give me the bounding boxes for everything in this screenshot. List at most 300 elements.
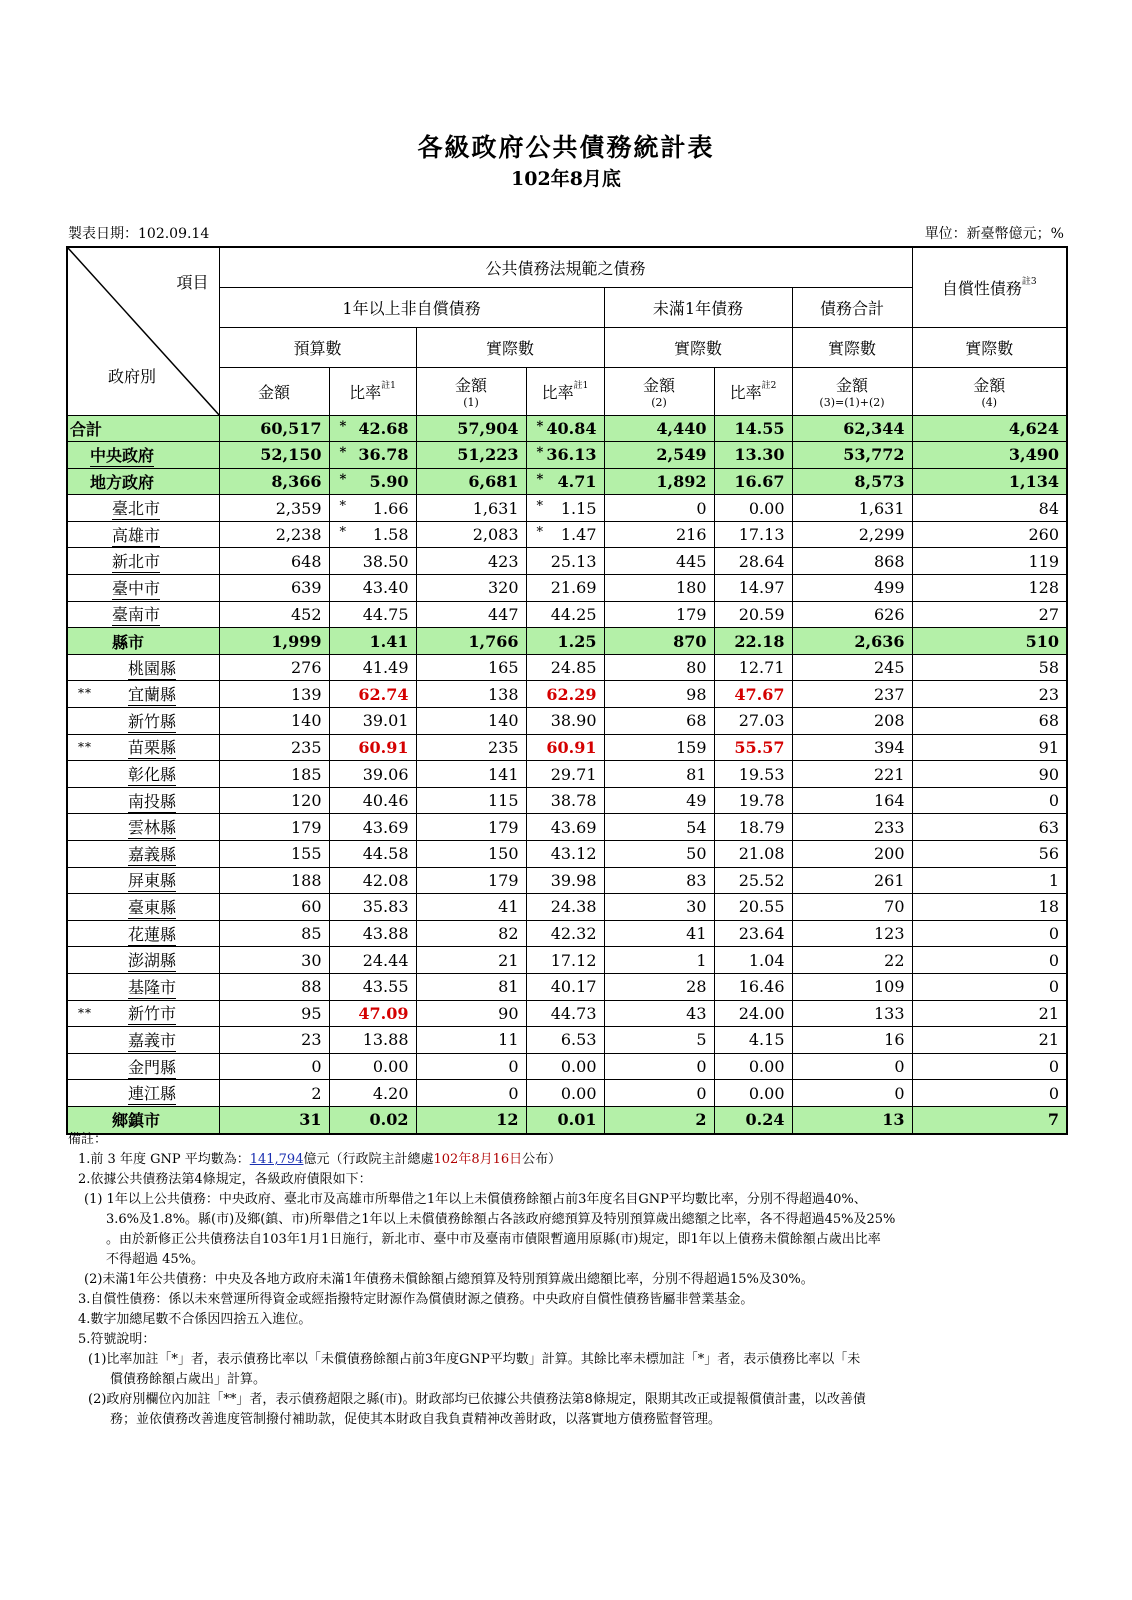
actual-ratio <box>526 973 604 1000</box>
actual-amount <box>416 1027 526 1054</box>
actual-amount-value: 0 <box>508 1083 519 1103</box>
budget-amount-value: 155 <box>290 844 322 864</box>
self-liq-amount <box>912 442 1067 469</box>
gnp-ratio-star: * <box>339 418 347 434</box>
gov-name-text: 南投縣 <box>128 789 176 813</box>
actual-ratio-value: 4.71 <box>557 471 597 491</box>
short-amount <box>604 1053 714 1080</box>
row-gov-name <box>67 1080 219 1107</box>
short-ratio-value: 20.55 <box>738 897 785 917</box>
actual-ratio <box>526 681 604 708</box>
table-row <box>67 575 1067 602</box>
actual-amount <box>416 947 526 974</box>
budget-ratio <box>329 521 416 548</box>
short-amount-value: 5 <box>696 1030 707 1050</box>
budget-ratio <box>329 654 416 681</box>
budget-amount-value: 648 <box>290 551 322 571</box>
self-liq-amount <box>912 894 1067 921</box>
gov-name-text: 臺東縣 <box>128 895 176 919</box>
total-amount <box>792 415 912 442</box>
gov-name-text: 連江縣 <box>128 1081 176 1105</box>
actual-amount-value: 41 <box>498 897 519 917</box>
actual-amount-value: 12 <box>496 1110 519 1130</box>
budget-ratio-value: 43.55 <box>362 977 409 997</box>
short-ratio <box>714 575 792 602</box>
short-ratio <box>714 1080 792 1107</box>
self-liq-amount-value: 4,624 <box>1008 418 1060 438</box>
budget-ratio-value: 38.50 <box>362 551 409 571</box>
self-liq-amount <box>912 1053 1067 1080</box>
table-row <box>67 814 1067 841</box>
budget-ratio-value: 62.74 <box>358 684 409 704</box>
short-amount <box>604 681 714 708</box>
budget-amount-value: 2 <box>311 1083 322 1103</box>
actual-amount-value: 320 <box>487 578 519 598</box>
actual-amount <box>416 708 526 735</box>
short-ratio-value: 14.55 <box>734 418 785 438</box>
row-gov-name <box>67 442 219 469</box>
self-liq-amount <box>912 708 1067 735</box>
short-amount <box>604 841 714 868</box>
actual-amount-value: 150 <box>487 844 519 864</box>
short-amount-value: 28 <box>686 977 707 997</box>
budget-ratio <box>329 920 416 947</box>
total-amount <box>792 521 912 548</box>
actual-amount <box>416 654 526 681</box>
actual-amount-value: 165 <box>487 658 519 678</box>
budget-ratio-value: 35.83 <box>362 897 409 917</box>
note-1: 1.前 3 年度 GNP 平均數為：141,794億元（行政院主計總處102年8月16日公布） <box>78 1152 562 1167</box>
self-liq-amount <box>912 1000 1067 1027</box>
short-amount <box>604 548 714 575</box>
note-5-2b: 務；並依債務改善進度管制撥付補助款，促使其本財政自我負責精神改善財政，以落實地方債務監督管理。 <box>110 1412 722 1427</box>
budget-ratio <box>329 841 416 868</box>
budget-amount-value: 140 <box>290 711 322 731</box>
total-amount <box>792 1000 912 1027</box>
self-liq-amount <box>912 841 1067 868</box>
header-public-debt: 公共債務法規範之債務 <box>219 247 912 287</box>
short-amount <box>604 708 714 735</box>
gov-name-text: 屏東縣 <box>128 868 176 892</box>
self-liq-amount-value: 128 <box>1028 578 1060 598</box>
total-amount-value: 221 <box>873 764 905 784</box>
self-liq-amount <box>912 734 1067 761</box>
table-row <box>67 761 1067 788</box>
short-ratio-value: 0.24 <box>745 1110 785 1130</box>
self-liq-amount-value: 84 <box>1038 498 1060 518</box>
total-amount <box>792 920 912 947</box>
header-ratio-budget: 比率$^{註1}$ <box>329 367 416 415</box>
self-liq-amount-value: 0 <box>1048 1057 1060 1077</box>
gov-name-text: 臺南市 <box>112 602 160 626</box>
actual-amount <box>416 761 526 788</box>
self-liq-amount <box>912 575 1067 602</box>
total-amount-value: 123 <box>873 924 905 944</box>
budget-amount <box>219 787 329 814</box>
short-ratio-value: 19.78 <box>738 791 785 811</box>
short-amount <box>604 468 714 495</box>
total-amount-value: 164 <box>873 791 905 811</box>
short-amount-value: 80 <box>686 658 707 678</box>
actual-amount-value: 138 <box>487 684 519 704</box>
actual-ratio-value: 38.90 <box>550 711 597 731</box>
actual-amount <box>416 1053 526 1080</box>
budget-ratio-value: 43.88 <box>362 924 409 944</box>
self-liq-amount <box>912 947 1067 974</box>
short-amount <box>604 628 714 655</box>
note-2-1c: 。由於新修正公共債務法自103年1月1日施行，新北市、臺中市及臺南市債限暫適用原縣(市)規定，即1年以上債務未償餘額占歲出比率 <box>106 1232 881 1247</box>
row-gov-name <box>67 654 219 681</box>
short-ratio <box>714 628 792 655</box>
actual-amount-value: 51,223 <box>457 445 519 465</box>
gov-name-text: 桃園縣 <box>128 656 176 680</box>
header-amount-total: 金額 (3)=(1)+(2) <box>792 367 912 415</box>
actual-ratio-value: 1.47 <box>560 525 597 545</box>
table-row <box>67 495 1067 522</box>
header-item-label: 項目 <box>176 273 209 292</box>
actual-ratio-value: 38.78 <box>550 791 597 811</box>
budget-amount-value: 60,517 <box>260 418 322 438</box>
total-amount <box>792 867 912 894</box>
budget-amount <box>219 841 329 868</box>
short-amount-value: 870 <box>673 631 707 651</box>
budget-amount-value: 60 <box>301 897 322 917</box>
total-amount-value: 16 <box>884 1030 905 1050</box>
short-ratio <box>714 894 792 921</box>
short-ratio <box>714 681 792 708</box>
budget-ratio <box>329 947 416 974</box>
self-liq-amount <box>912 1080 1067 1107</box>
actual-ratio <box>526 814 604 841</box>
total-amount <box>792 1080 912 1107</box>
budget-ratio-value: 43.69 <box>362 817 409 837</box>
short-ratio <box>714 708 792 735</box>
short-amount <box>604 894 714 921</box>
actual-amount-value: 115 <box>487 791 519 811</box>
row-gov-name <box>67 894 219 921</box>
short-amount-value: 83 <box>686 870 707 890</box>
actual-ratio <box>526 628 604 655</box>
budget-amount-value: 88 <box>301 977 322 997</box>
short-amount <box>604 734 714 761</box>
total-amount-value: 0 <box>894 1057 905 1077</box>
budget-amount-value: 30 <box>301 950 322 970</box>
table-row <box>67 628 1067 655</box>
header-corner <box>67 247 219 415</box>
total-amount <box>792 708 912 735</box>
short-ratio <box>714 548 792 575</box>
header-ratio-short: 比率$^{註2}$ <box>714 367 792 415</box>
table-row <box>67 415 1067 442</box>
budget-ratio <box>329 708 416 735</box>
budget-amount-value: 95 <box>301 1003 322 1023</box>
budget-amount <box>219 973 329 1000</box>
table-row <box>67 601 1067 628</box>
actual-ratio <box>526 442 604 469</box>
short-ratio <box>714 841 792 868</box>
short-ratio <box>714 601 792 628</box>
budget-amount-value: 235 <box>290 737 322 757</box>
budget-ratio-value: 60.91 <box>358 737 409 757</box>
self-liq-amount <box>912 415 1067 442</box>
self-liq-amount-value: 68 <box>1038 711 1060 731</box>
row-gov-name <box>67 521 219 548</box>
short-amount-value: 1 <box>696 950 707 970</box>
actual-ratio-value: 36.13 <box>546 445 597 465</box>
actual-ratio-value: 29.71 <box>550 764 597 784</box>
table-row <box>67 442 1067 469</box>
budget-amount-value: 52,150 <box>260 445 322 465</box>
self-liq-amount-value: 0 <box>1048 977 1060 997</box>
row-gov-name <box>67 841 219 868</box>
gov-name-text: 嘉義市 <box>128 1028 176 1052</box>
budget-amount-value: 0 <box>311 1057 322 1077</box>
gov-name-text: 縣市 <box>112 632 145 652</box>
short-ratio <box>714 654 792 681</box>
actual-amount <box>416 495 526 522</box>
total-amount-value: 245 <box>873 658 905 678</box>
gov-name-text: 臺中市 <box>112 576 160 600</box>
table-header <box>67 247 1067 415</box>
budget-amount <box>219 761 329 788</box>
actual-amount-value: 57,904 <box>457 418 519 438</box>
actual-ratio-value: 25.13 <box>550 551 597 571</box>
short-ratio-value: 18.79 <box>738 817 785 837</box>
notes-heading: 備註： <box>68 1132 108 1147</box>
actual-amount-value: 423 <box>487 551 519 571</box>
row-gov-name <box>67 920 219 947</box>
short-ratio <box>714 973 792 1000</box>
short-amount-value: 2 <box>695 1110 707 1130</box>
short-ratio-value: 17.13 <box>738 525 785 545</box>
actual-amount <box>416 814 526 841</box>
total-amount <box>792 548 912 575</box>
short-amount <box>604 442 714 469</box>
table-row <box>67 521 1067 548</box>
short-ratio-value: 1.04 <box>748 950 785 970</box>
actual-ratio <box>526 521 604 548</box>
budget-amount <box>219 867 329 894</box>
actual-ratio <box>526 894 604 921</box>
actual-amount <box>416 681 526 708</box>
actual-amount <box>416 601 526 628</box>
table-row <box>67 947 1067 974</box>
table-row <box>67 468 1067 495</box>
short-ratio-value: 0.00 <box>748 1057 785 1077</box>
row-gov-name <box>67 867 219 894</box>
short-ratio <box>714 442 792 469</box>
budget-ratio-value: 44.58 <box>362 844 409 864</box>
budget-amount-value: 276 <box>290 658 322 678</box>
actual-ratio-value: 62.29 <box>546 684 597 704</box>
table-row <box>67 734 1067 761</box>
budget-ratio <box>329 867 416 894</box>
short-ratio-value: 14.97 <box>738 578 785 598</box>
short-ratio <box>714 521 792 548</box>
self-liq-amount-value: 21 <box>1038 1003 1060 1023</box>
table-row <box>67 841 1067 868</box>
budget-amount-value: 179 <box>290 817 322 837</box>
actual-amount <box>416 415 526 442</box>
budget-amount-value: 31 <box>299 1110 322 1130</box>
actual-amount <box>416 521 526 548</box>
self-liq-amount <box>912 654 1067 681</box>
actual-ratio-value: 17.12 <box>550 950 597 970</box>
short-amount <box>604 973 714 1000</box>
budget-amount <box>219 1053 329 1080</box>
header-amount-budget: 金額 <box>219 367 329 415</box>
table-row <box>67 973 1067 1000</box>
actual-ratio <box>526 1080 604 1107</box>
table-row <box>67 1080 1067 1107</box>
self-liq-amount <box>912 628 1067 655</box>
header-actual-4: 實際數 <box>912 327 1067 367</box>
self-liq-amount <box>912 548 1067 575</box>
short-amount <box>604 521 714 548</box>
row-gov-name <box>67 761 219 788</box>
short-amount <box>604 1000 714 1027</box>
total-amount <box>792 734 912 761</box>
self-liq-amount-value: 27 <box>1038 604 1060 624</box>
actual-amount <box>416 894 526 921</box>
header-actual-2: 實際數 <box>604 327 792 367</box>
budget-amount <box>219 1080 329 1107</box>
actual-amount-value: 141 <box>487 764 519 784</box>
short-amount <box>604 601 714 628</box>
actual-ratio-value: 24.38 <box>550 897 597 917</box>
short-amount-value: 43 <box>686 1003 707 1023</box>
self-liq-amount-value: 260 <box>1028 525 1060 545</box>
actual-ratio <box>526 920 604 947</box>
table-row <box>67 920 1067 947</box>
budget-amount-value: 85 <box>301 924 322 944</box>
over-limit-flag: ** <box>78 686 92 701</box>
gov-name-text: 雲林縣 <box>128 815 176 839</box>
note-2-1d: 不得超過 45%。 <box>106 1252 205 1267</box>
budget-amount <box>219 1000 329 1027</box>
budget-amount <box>219 495 329 522</box>
budget-amount-value: 1,999 <box>271 631 322 651</box>
budget-amount <box>219 814 329 841</box>
self-liq-amount-value: 0 <box>1048 950 1060 970</box>
short-ratio-value: 4.15 <box>748 1030 785 1050</box>
gnp-ratio-star: * <box>536 525 543 541</box>
gov-name-text: 高雄市 <box>112 523 160 547</box>
total-amount-value: 868 <box>873 551 905 571</box>
table-row <box>67 787 1067 814</box>
actual-amount-value: 1,631 <box>472 498 519 518</box>
table-row <box>67 548 1067 575</box>
short-ratio-value: 47.67 <box>734 684 785 704</box>
budget-ratio <box>329 628 416 655</box>
short-ratio-value: 27.03 <box>738 711 785 731</box>
actual-ratio-value: 0.01 <box>557 1110 597 1130</box>
budget-ratio <box>329 468 416 495</box>
actual-ratio-value: 39.98 <box>550 870 597 890</box>
total-amount-value: 22 <box>884 950 905 970</box>
note-5-2a: (2)政府別欄位內加註「**」者，表示債務超限之縣(市)。財政部均已依據公共債務法第8條規定，限期其改正或提報償債計畫，以改善債 <box>88 1392 866 1407</box>
actual-ratio-value: 21.69 <box>550 578 597 598</box>
short-amount-value: 180 <box>675 578 707 598</box>
budget-ratio <box>329 814 416 841</box>
budget-ratio <box>329 1000 416 1027</box>
budget-amount-value: 2,359 <box>275 498 322 518</box>
total-amount <box>792 1027 912 1054</box>
self-liq-amount <box>912 1027 1067 1054</box>
short-amount-value: 216 <box>675 525 707 545</box>
actual-amount <box>416 841 526 868</box>
total-amount-value: 53,772 <box>843 445 905 465</box>
budget-ratio <box>329 973 416 1000</box>
gov-name-text: 苗栗縣 <box>128 735 176 759</box>
actual-ratio-value: 1.25 <box>557 631 597 651</box>
header-actual-3: 實際數 <box>792 327 912 367</box>
short-ratio-value: 28.64 <box>738 551 785 571</box>
row-gov-name <box>67 947 219 974</box>
actual-amount-value: 1,766 <box>468 631 519 651</box>
note-2-1b: 3.6%及1.8%。縣(市)及鄉(鎮、市)所舉借之1年以上未償債務餘額占各該政府總預算及特別預算歲出總額之比率，各不得超過45%及25% <box>106 1212 896 1227</box>
table-row <box>67 1027 1067 1054</box>
short-amount-value: 49 <box>686 791 707 811</box>
actual-amount-value: 179 <box>487 817 519 837</box>
short-amount <box>604 1080 714 1107</box>
total-amount-value: 237 <box>873 684 905 704</box>
table-row <box>67 1000 1067 1027</box>
short-ratio-value: 12.71 <box>738 658 785 678</box>
short-ratio <box>714 787 792 814</box>
self-liq-amount <box>912 814 1067 841</box>
gov-name-text: 嘉義縣 <box>128 842 176 866</box>
actual-ratio-value: 43.12 <box>550 844 597 864</box>
self-liq-amount-value: 58 <box>1038 658 1060 678</box>
budget-ratio-value: 1.66 <box>372 498 409 518</box>
short-ratio <box>714 920 792 947</box>
short-amount-value: 50 <box>686 844 707 864</box>
actual-ratio <box>526 841 604 868</box>
total-amount-value: 233 <box>873 817 905 837</box>
budget-amount <box>219 947 329 974</box>
budget-amount <box>219 628 329 655</box>
total-amount-value: 499 <box>873 578 905 598</box>
budget-ratio <box>329 1053 416 1080</box>
self-liq-amount-value: 0 <box>1048 924 1060 944</box>
short-ratio-value: 55.57 <box>734 737 785 757</box>
actual-ratio <box>526 575 604 602</box>
row-gov-name <box>67 1000 219 1027</box>
total-amount-value: 394 <box>873 737 905 757</box>
table-row <box>67 894 1067 921</box>
row-gov-name <box>67 708 219 735</box>
self-liq-amount <box>912 761 1067 788</box>
actual-ratio-value: 44.25 <box>550 604 597 624</box>
short-amount <box>604 654 714 681</box>
note-5-1a: (1)比率加註「*」者，表示債務比率以「未償債務餘額占前3年度GNP平均數」計算。其餘比率未標加註「*」者，表示債務比率以「未 <box>88 1352 861 1367</box>
header-over-1y: 1年以上非自償債務 <box>219 287 604 327</box>
budget-ratio-value: 1.41 <box>369 631 409 651</box>
actual-amount <box>416 628 526 655</box>
budget-ratio-value: 5.90 <box>369 471 409 491</box>
total-amount-value: 133 <box>873 1003 905 1023</box>
actual-amount-value: 90 <box>498 1003 519 1023</box>
budget-amount-value: 139 <box>290 684 322 704</box>
short-amount-value: 159 <box>675 737 707 757</box>
short-amount <box>604 814 714 841</box>
budget-ratio <box>329 495 416 522</box>
row-gov-name <box>67 628 219 655</box>
total-amount-value: 0 <box>894 1083 905 1103</box>
table-row <box>67 708 1067 735</box>
short-ratio-value: 16.46 <box>738 977 785 997</box>
